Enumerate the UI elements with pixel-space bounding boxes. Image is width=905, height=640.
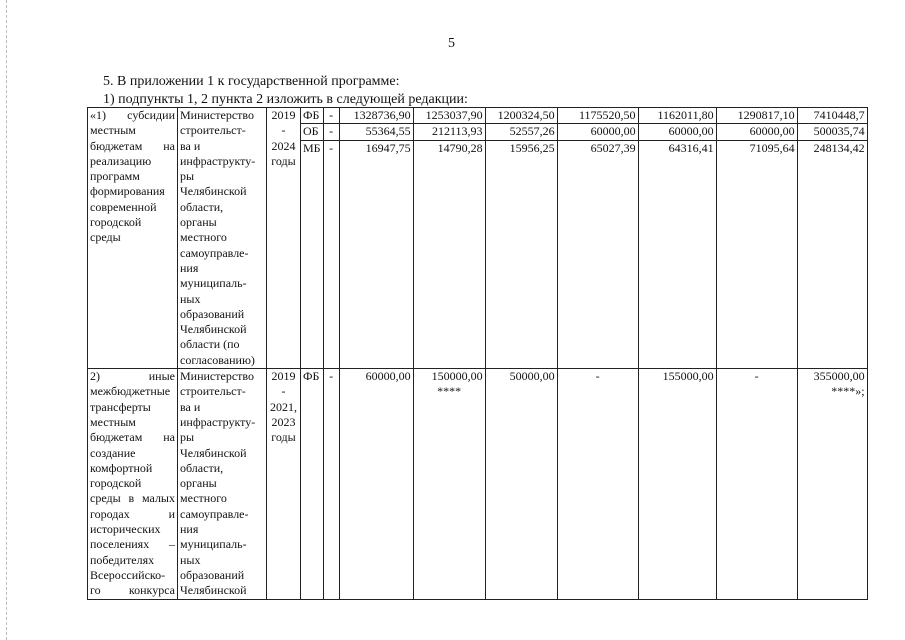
executor-line: ва и [180, 399, 201, 414]
value-cell: 55364,55 [339, 124, 413, 140]
value-cell: 60000,00 [716, 124, 797, 140]
executor-cell [178, 108, 267, 369]
executor-line: местного [180, 230, 227, 245]
executor-line: образований [180, 306, 245, 321]
value-cell: 1253037,90 [413, 108, 485, 124]
funding-source: ОБ [301, 124, 324, 140]
years-line: 2019 [271, 369, 296, 384]
value-cell: 1175520,50 [557, 108, 638, 124]
funding-source: ФБ [301, 108, 324, 124]
value-cell: 64316,41 [638, 140, 716, 368]
executor-line: органы [180, 476, 217, 491]
value-cell: 155000,00 [638, 369, 716, 599]
value-cell: - [716, 369, 797, 599]
measure-name-line: современной [90, 199, 157, 214]
years-cell [267, 369, 301, 599]
measure-name-line: городах и [90, 506, 175, 521]
measure-name-line: среды [90, 230, 121, 245]
measure-name-line: бюджетам на [90, 430, 175, 445]
executor-line: ния [180, 260, 199, 275]
measure-name-line: бюджетам на [90, 138, 175, 153]
value-cell: - [557, 369, 638, 599]
value-cell: 14790,28 [413, 140, 485, 368]
executor-line: ных [180, 291, 201, 306]
page-margin-line [6, 0, 7, 640]
executor-line: области (по [180, 337, 240, 352]
measure-name-line: реализацию [90, 153, 152, 168]
measure-name-line: исторических [90, 522, 161, 537]
dash-cell: - [323, 108, 339, 124]
value-cell: 65027,39 [557, 140, 638, 368]
value-cell: 60000,00 [557, 124, 638, 140]
executor-line: самоуправле- [180, 245, 249, 260]
executor-line: ры [180, 169, 195, 184]
years-line: 2024 [271, 138, 296, 153]
executor-line: Челябинской [180, 583, 247, 598]
measure-name-line: межбюджетные [90, 384, 171, 399]
executor-line: ры [180, 430, 195, 445]
footnote-mark: **** [437, 384, 462, 399]
page-number: 5 [448, 36, 455, 51]
value-cell: 60000,00 [339, 369, 413, 599]
value-cell: 1290817,10 [716, 108, 797, 124]
years-line: годы [271, 430, 296, 445]
executor-line: муниципаль- [180, 276, 247, 291]
measure-name-line: городской [90, 215, 142, 230]
executor-line: строительст- [180, 123, 246, 138]
value-cell: 16947,75 [339, 140, 413, 368]
measure-name-line: программ [90, 169, 140, 184]
executor-line: области, [180, 199, 224, 214]
value-cell: 52557,26 [485, 124, 557, 140]
executor-line: ния [180, 522, 199, 537]
executor-line: Челябинской [180, 184, 247, 199]
executor-line: образований [180, 567, 245, 582]
measure-name-line: го конкурса [90, 583, 175, 598]
section-heading: 5. В приложении 1 к государственной программе: [103, 74, 400, 89]
value-text: 150000,00 [431, 369, 483, 384]
years-line: годы [271, 153, 296, 168]
executor-line: Челябинской [180, 322, 247, 337]
executor-line: строительст- [180, 384, 246, 399]
executor-line: муниципаль- [180, 537, 247, 552]
measure-name-line: создание [90, 445, 136, 460]
measure-name-line: поселениях – [90, 537, 175, 552]
dash-cell: - [323, 369, 339, 599]
executor-line: инфраструкту- [180, 414, 256, 429]
executor-line: ва и [180, 138, 201, 153]
measure-name-line: городской [90, 476, 142, 491]
measure-name-line: формирования [90, 184, 165, 199]
years-line: 2021, [270, 399, 297, 414]
measure-name-cell [88, 369, 178, 599]
executor-line: инфраструкту- [180, 153, 256, 168]
value-cell: 71095,64 [716, 140, 797, 368]
years-line: 2019 [271, 108, 296, 122]
value-cell [413, 369, 485, 599]
executor-line: самоуправле- [180, 506, 249, 521]
measure-name-line: 2) иные [90, 369, 175, 384]
subsection-heading: 1) подпункты 1, 2 пункта 2 изложить в следующей редакции: [103, 92, 468, 107]
measure-name-line: победителях [90, 552, 155, 567]
measure-name-line: среды в малых [90, 491, 175, 506]
value-cell: 50000,00 [485, 369, 557, 599]
dash-cell: - [323, 140, 339, 368]
measure-name-line: комфортной [90, 460, 153, 475]
value-cell: 60000,00 [638, 124, 716, 140]
executor-line: местного [180, 491, 227, 506]
years-cell [267, 108, 301, 369]
funding-source: ФБ [301, 369, 324, 599]
measure-name-cell [88, 108, 178, 369]
total-cell: 248134,42 [797, 140, 867, 368]
table-row [88, 369, 868, 599]
funding-source: МБ [301, 140, 324, 368]
executor-line: Челябинской [180, 445, 247, 460]
executor-line: органы [180, 215, 217, 230]
executor-line: Министерство [180, 369, 254, 384]
executor-line: Министерство [180, 108, 254, 122]
total-cell: 7410448,7 [797, 108, 867, 124]
table-row [88, 108, 868, 124]
total-cell [797, 369, 867, 599]
years-line: - [281, 384, 286, 399]
executor-line: согласованию) [180, 352, 255, 367]
total-cell: 500035,74 [797, 124, 867, 140]
measure-name-line: Всероссийско- [90, 567, 166, 582]
executor-line: ных [180, 552, 201, 567]
value-cell: 1162011,80 [638, 108, 716, 124]
years-line: - [281, 123, 286, 138]
value-cell: 15956,25 [485, 140, 557, 368]
years-line: 2023 [271, 414, 296, 429]
footnote-mark: ****»; [831, 384, 865, 399]
dash-cell: - [323, 124, 339, 140]
executor-line: области, [180, 460, 224, 475]
value-cell: 1328736,90 [339, 108, 413, 124]
total-text: 355000,00 [813, 369, 865, 384]
value-cell: 212113,93 [413, 124, 485, 140]
measure-name-line: «1) субсидии [90, 108, 175, 122]
value-cell: 1200324,50 [485, 108, 557, 124]
budget-table [87, 107, 868, 600]
measure-name-line: трансферты [90, 399, 151, 414]
executor-cell [178, 369, 267, 599]
measure-name-line: местным [90, 414, 136, 429]
measure-name-line: местным [90, 123, 136, 138]
